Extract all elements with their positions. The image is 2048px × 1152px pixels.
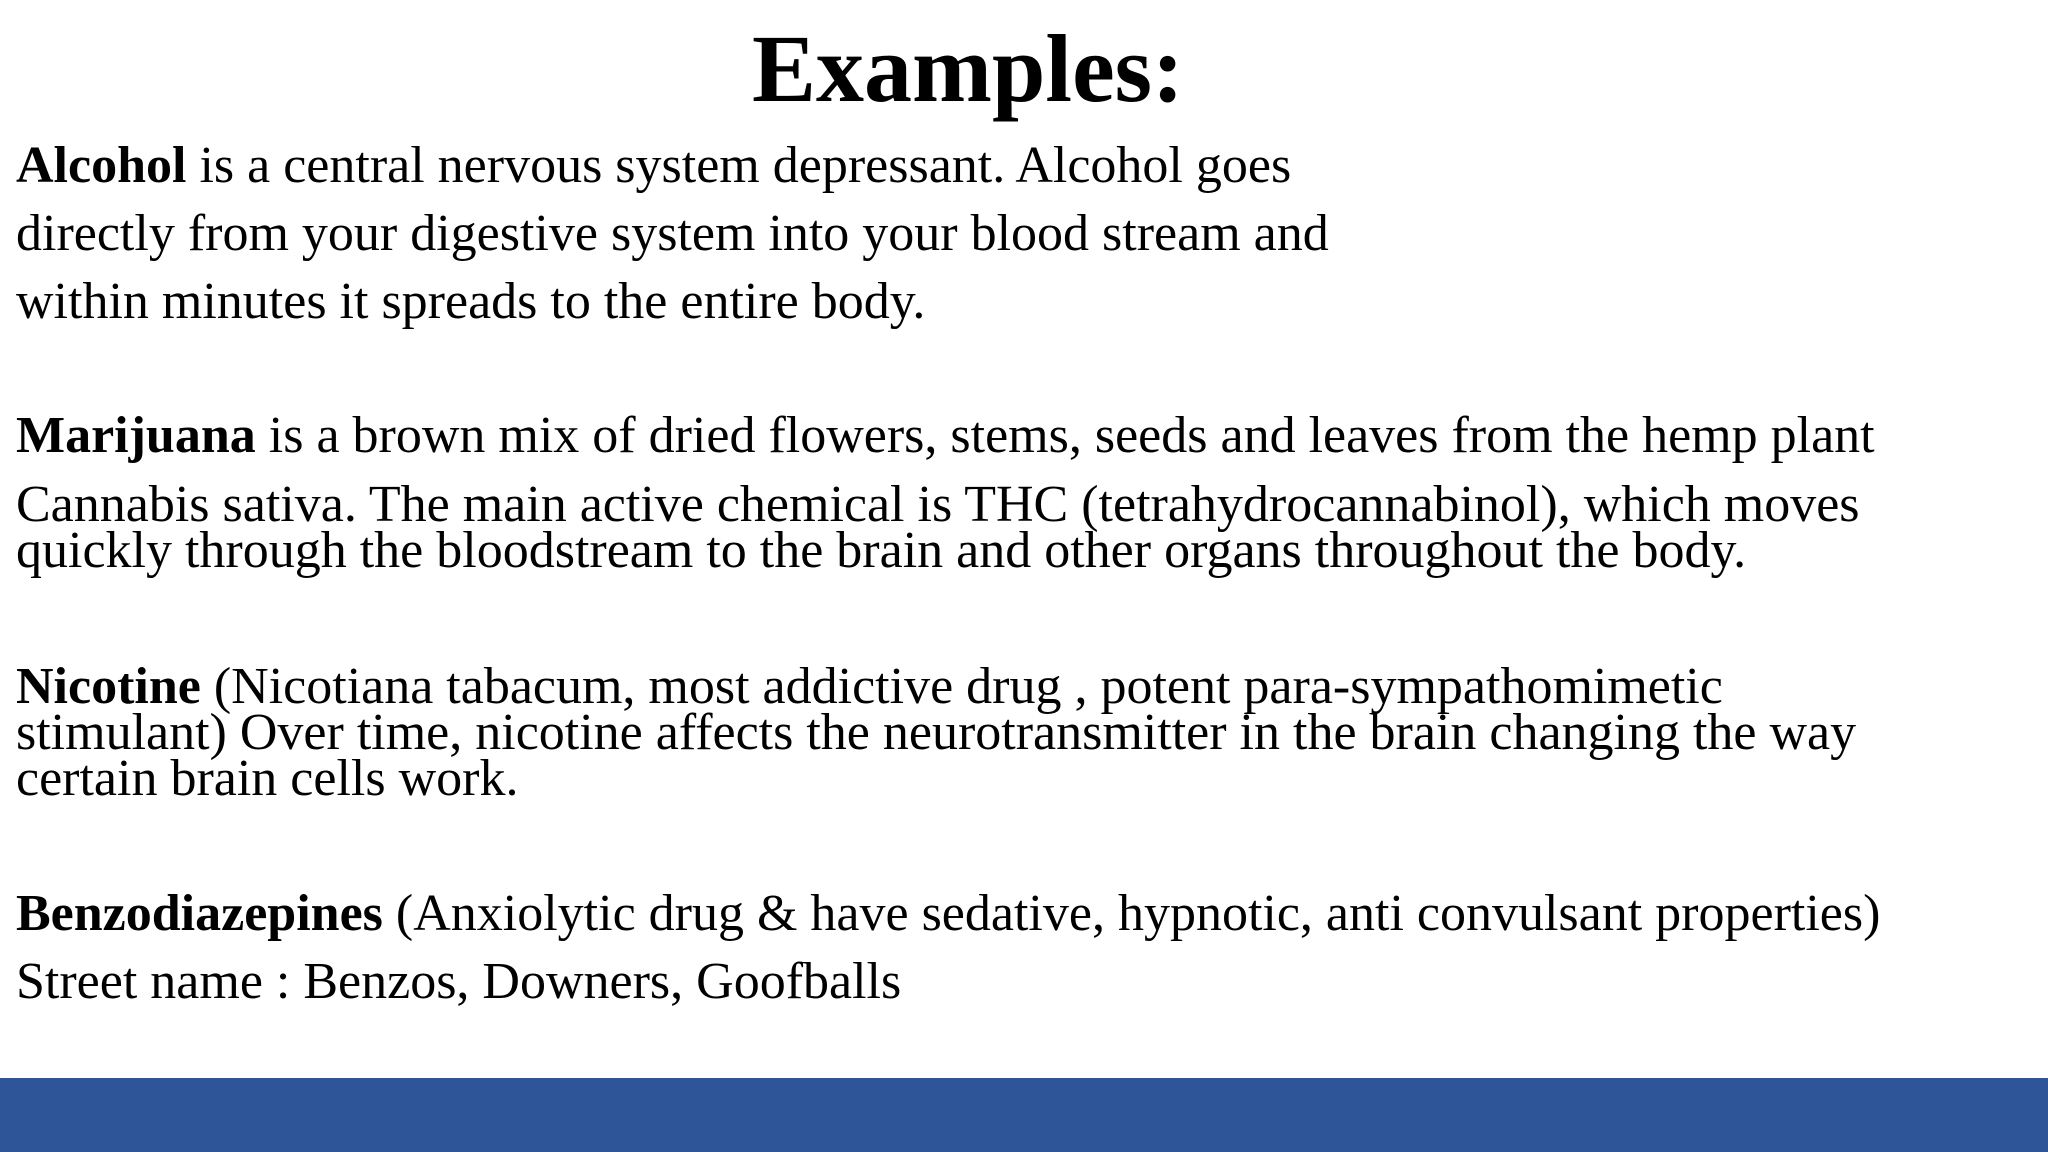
term-benzodiazepines: Benzodiazepines	[16, 885, 383, 942]
term-marijuana: Marijuana	[16, 407, 256, 464]
paragraph-line: stimulant) Over time, nicotine affects the neurotransmitter in the brain changing the way	[16, 704, 1857, 761]
term-alcohol: Alcohol	[16, 137, 187, 194]
paragraph-line	[16, 880, 1880, 948]
paragraph-text: (Nicotiana tabacum, most addictive drug , potent para-sympathomimetic	[200, 658, 1723, 715]
paragraph-line: within minutes it spreads to the entire body.	[16, 273, 926, 330]
slide-title: Examples:	[752, 15, 1184, 122]
paragraph-line: quickly through the bloodstream to the brain and other organs throughout the body.	[16, 522, 1747, 579]
paragraph-line: certain brain cells work.	[16, 750, 519, 807]
paragraph-line	[16, 402, 1875, 470]
paragraph-alcohol	[16, 132, 1329, 336]
paragraph-text: (Anxiolytic drug & have sedative, hypnotic, anti convulsant properties)	[382, 885, 1881, 942]
paragraph-benzodiazepines	[16, 880, 1880, 1016]
paragraph-line: Cannabis sativa. The main active chemical is THC (tetrahydrocannabinol), which moves	[16, 476, 1860, 533]
paragraph-marijuana	[16, 402, 1875, 579]
paragraph-text: is a central nervous system depressant. Alcohol goes	[186, 137, 1292, 194]
paragraph-line	[16, 132, 1329, 200]
term-nicotine: Nicotine	[16, 658, 201, 715]
footer-bar	[0, 1078, 2048, 1152]
paragraph-line: directly from your digestive system into your blood stream and	[16, 205, 1329, 262]
paragraph-text: is a brown mix of dried flowers, stems, seeds and leaves from the hemp plant	[255, 407, 1875, 464]
paragraph-line: Street name : Benzos, Downers, Goofballs	[16, 953, 902, 1010]
paragraph-nicotine	[16, 658, 1857, 807]
